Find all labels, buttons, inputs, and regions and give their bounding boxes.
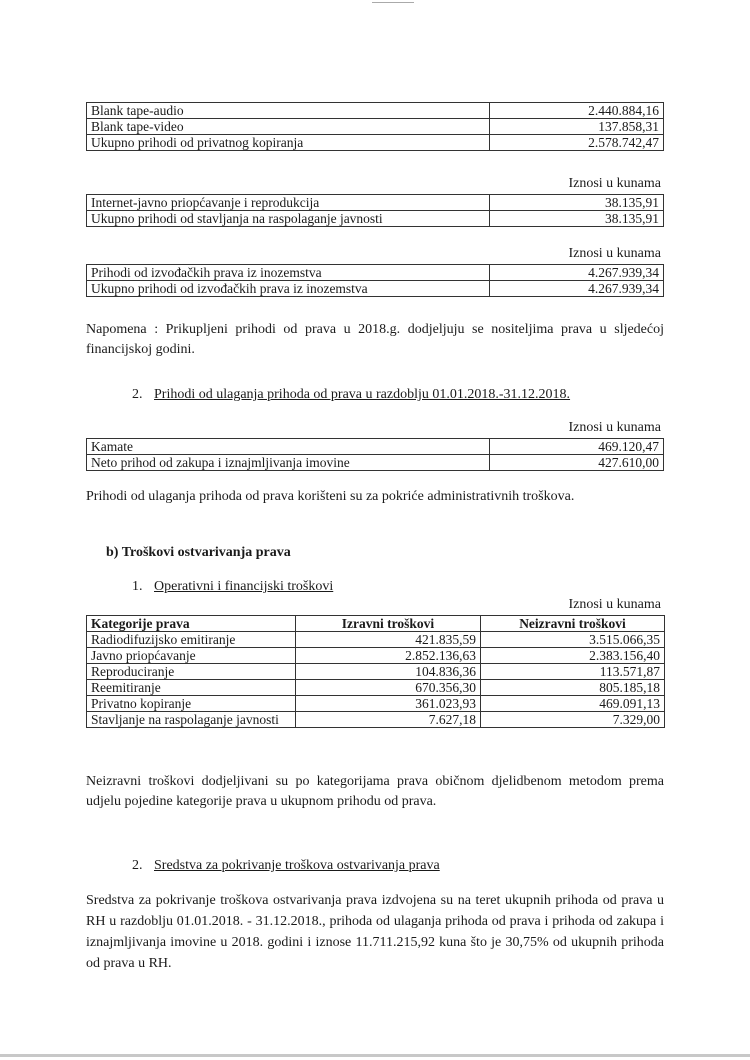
table-row — [87, 664, 665, 680]
header-indirect: Neizravni troškovi — [481, 616, 665, 632]
row-value: 38.135,91 — [490, 211, 664, 227]
cell-indirect: 7.329,00 — [481, 712, 665, 728]
table-header-row — [87, 616, 665, 632]
header-direct: Izravni troškovi — [296, 616, 481, 632]
row-value: 38.135,91 — [490, 195, 664, 211]
foreign-rights-table — [86, 264, 664, 297]
row-value: 427.610,00 — [490, 455, 664, 471]
row-value: 137.858,31 — [490, 119, 664, 135]
investment-table — [86, 438, 664, 471]
public-availability-table — [86, 194, 664, 227]
header-category: Kategorije prava — [87, 616, 296, 632]
row-value: 469.120,47 — [490, 439, 664, 455]
row-label: Kamate — [87, 439, 490, 455]
cell-indirect: 3.515.066,35 — [481, 632, 665, 648]
unit-label: Iznosi u kunama — [568, 420, 661, 435]
private-copy-table — [86, 102, 664, 151]
table-row — [87, 265, 664, 281]
scan-edge — [0, 1054, 750, 1057]
table-row — [87, 135, 664, 151]
investment-note: Prihodi od ulaganja prihoda od prava korišteni su za pokriće administrativnih troškova. — [86, 489, 575, 504]
section-title: Prihodi od ulaganja prihoda od prava u razdoblju 01.01.2018.-31.12.2018. — [154, 387, 571, 402]
section-2-heading — [132, 387, 570, 403]
cell-direct: 2.852.136,63 — [296, 648, 481, 664]
cell-direct: 104.836,36 — [296, 664, 481, 680]
row-value: 4.267.939,34 — [490, 281, 664, 297]
row-value: 2.440.884,16 — [490, 103, 664, 119]
row-label: Ukupno prihodi od privatnog kopiranja — [87, 135, 490, 151]
row-label: Ukupno prihodi od izvođačkih prava iz inozemstva — [87, 281, 490, 297]
cell-category: Reproduciranje — [87, 664, 296, 680]
cell-category: Privatno kopiranje — [87, 696, 296, 712]
row-label: Internet-javno priopćavanje i reprodukcija — [87, 195, 490, 211]
section-number: 2. — [132, 387, 143, 402]
row-value: 4.267.939,34 — [490, 265, 664, 281]
table-row — [87, 455, 664, 471]
cell-direct: 7.627,18 — [296, 712, 481, 728]
row-label: Ukupno prihodi od stavljanja na raspolaganje javnosti — [87, 211, 490, 227]
cell-category: Javno priopćavanje — [87, 648, 296, 664]
row-label: Neto prihod od zakupa i iznajmljivanja imovine — [87, 455, 490, 471]
subsection-title: Sredstva za pokrivanje troškova ostvarivanja prava — [154, 858, 440, 873]
unit-label: Iznosi u kunama — [568, 176, 661, 191]
subsection-title: Operativni i financijski troškovi — [154, 579, 334, 594]
cell-indirect: 469.091,13 — [481, 696, 665, 712]
row-label: Blank tape-video — [87, 119, 490, 135]
table-row — [87, 696, 665, 712]
section-b-heading: b) Troškovi ostvarivanja prava — [106, 545, 291, 560]
cell-indirect: 805.185,18 — [481, 680, 665, 696]
cell-direct: 421.835,59 — [296, 632, 481, 648]
final-paragraph: Sredstva za pokrivanje troškova ostvarivanja prava izdvojena su na teret ukupnih prihoda od prava u RH u razdoblju 01.01.2018. - 31.12.2018., prihoda od ulaganja prihoda od prava i prihoda od zakupa i iznajmljivanja imovine u 2018. godini i iznose 11.711.215,92 kuna što je 30,75% od ukupnih prihoda od prava u RH. — [86, 893, 664, 971]
table-row — [87, 632, 665, 648]
subsection-2-heading — [132, 858, 440, 874]
cell-indirect: 113.571,87 — [481, 664, 665, 680]
table-row — [87, 211, 664, 227]
row-label: Prihodi od izvođačkih prava iz inozemstva — [87, 265, 490, 281]
table-row — [87, 439, 664, 455]
indirect-costs-note: Neizravni troškovi dodjeljivani su po kategorijama prava običnom djelidbenom metodom prema udjelu pojedine kategorije prava u ukupnom prihodu od prava. — [86, 774, 664, 809]
cell-direct: 670.356,30 — [296, 680, 481, 696]
cell-category: Reemitiranje — [87, 680, 296, 696]
table-row — [87, 103, 664, 119]
cell-direct: 361.023,93 — [296, 696, 481, 712]
unit-label: Iznosi u kunama — [568, 246, 661, 261]
cell-category: Stavljanje na raspolaganje javnosti — [87, 712, 296, 728]
cell-indirect: 2.383.156,40 — [481, 648, 665, 664]
unit-label: Iznosi u kunama — [568, 597, 661, 612]
subsection-1-heading — [132, 579, 333, 595]
cell-category: Radiodifuzijsko emitiranje — [87, 632, 296, 648]
table-row — [87, 680, 665, 696]
row-value: 2.578.742,47 — [490, 135, 664, 151]
scan-mark — [372, 2, 414, 3]
table-row — [87, 648, 665, 664]
table-row — [87, 712, 665, 728]
costs-table — [86, 615, 665, 728]
note-paragraph: Napomena : Prikupljeni prihodi od prava u 2018.g. dodjeljuju se nositeljima prava u sljedećoj financijskoj godini. — [86, 322, 664, 357]
table-row — [87, 281, 664, 297]
table-row — [87, 119, 664, 135]
row-label: Blank tape-audio — [87, 103, 490, 119]
subsection-number: 2. — [132, 858, 143, 873]
table-row — [87, 195, 664, 211]
subsection-number: 1. — [132, 579, 143, 594]
